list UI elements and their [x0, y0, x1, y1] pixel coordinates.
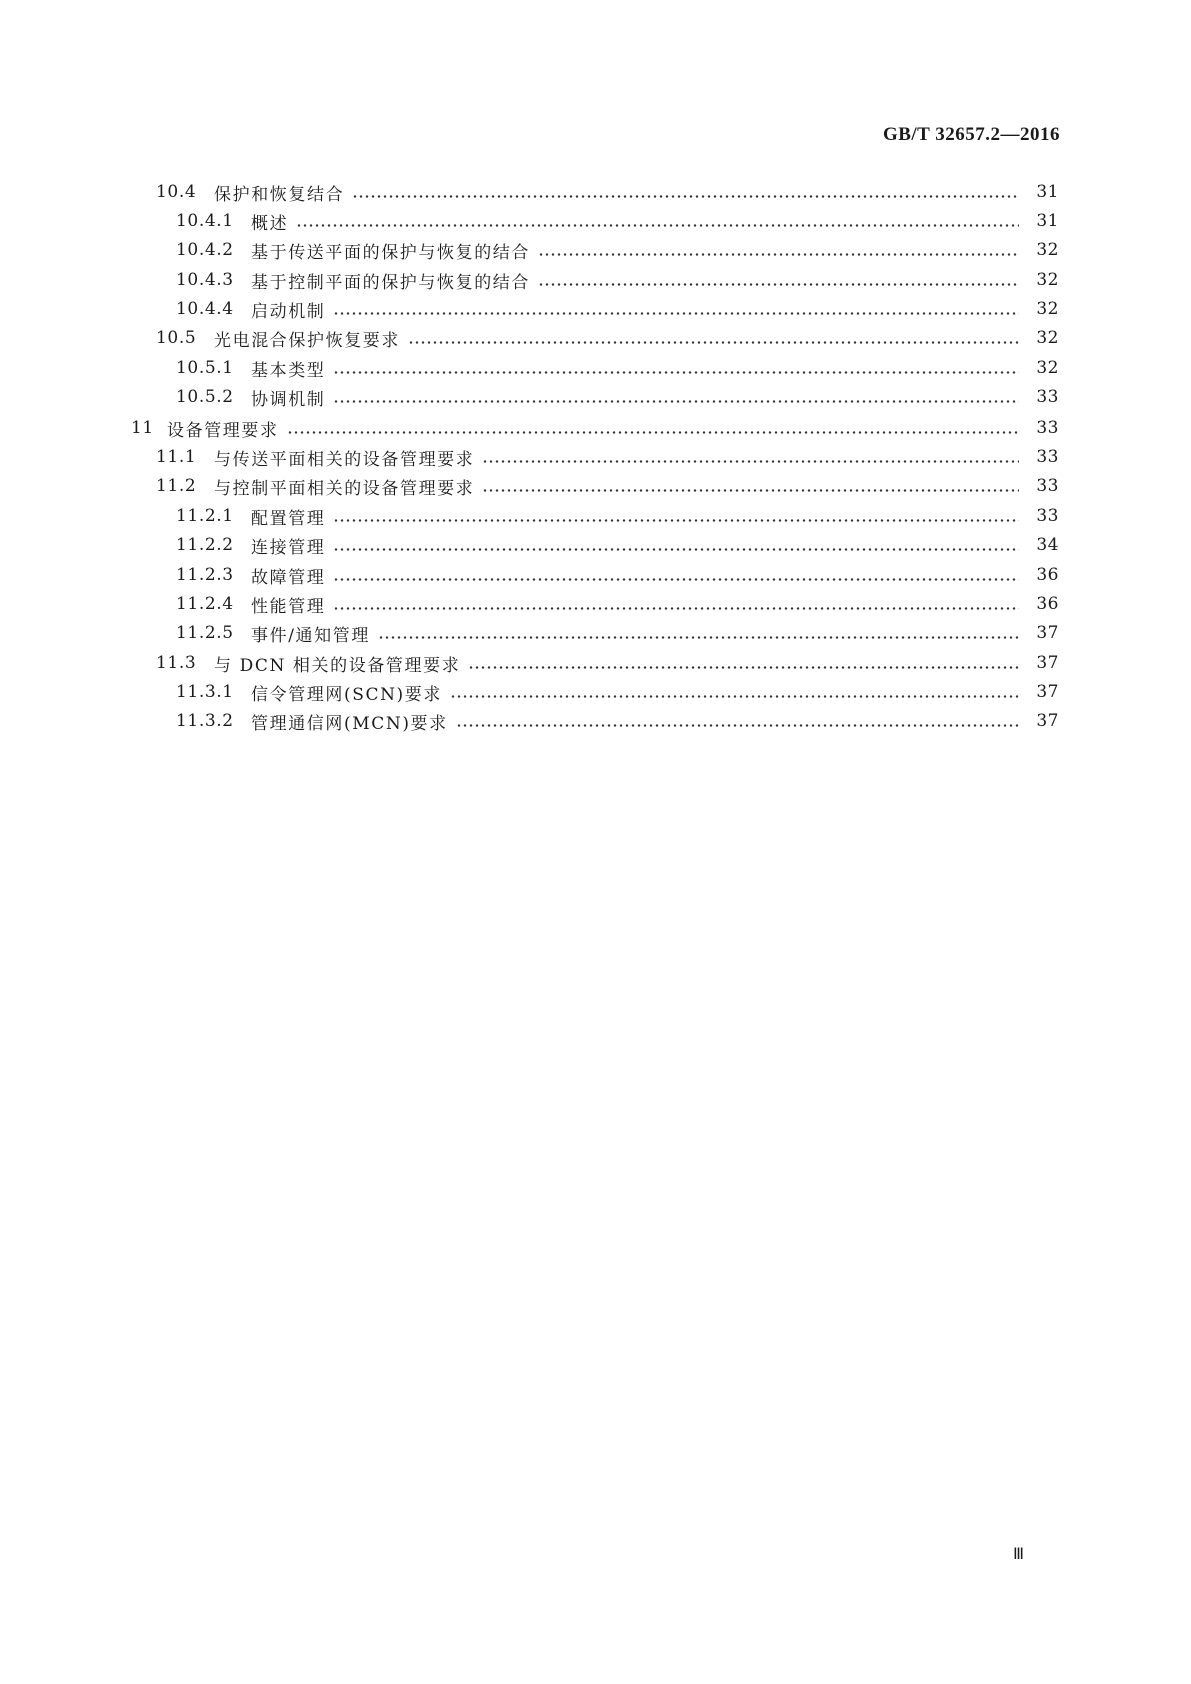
toc-entry-number: 11.1	[156, 447, 197, 467]
toc-entry-title: 与 DCN 相关的设备管理要求	[214, 655, 461, 676]
dot-leader	[468, 656, 1019, 673]
toc-entry[interactable]	[0, 177, 1059, 207]
toc-entry-number: 10.4.1	[176, 211, 234, 231]
toc-entry[interactable]	[0, 442, 1059, 472]
dot-leader	[287, 421, 1019, 438]
toc-entry-page: 37	[1036, 682, 1059, 702]
toc-entry-page: 33	[1036, 387, 1059, 407]
toc-entry-page: 32	[1036, 358, 1059, 378]
toc-entry-title: 连接管理	[251, 537, 326, 558]
toc-entry-title: 事件/通知管理	[251, 625, 370, 646]
toc-entry-number: 10.4.2	[176, 240, 234, 260]
toc-entry-title: 与控制平面相关的设备管理要求	[214, 478, 475, 499]
dot-leader	[333, 361, 1019, 378]
toc-entry[interactable]	[0, 294, 1059, 324]
toc-entry-number: 11.3	[156, 653, 197, 673]
toc-entry[interactable]	[0, 206, 1059, 236]
toc-entry[interactable]	[0, 353, 1059, 383]
toc-entry-page: 36	[1036, 594, 1059, 614]
toc-entry-page: 32	[1036, 299, 1059, 319]
toc-entry-page: 33	[1036, 506, 1059, 526]
toc-entry[interactable]	[0, 648, 1059, 678]
toc-entry-number: 11.3.1	[176, 682, 234, 702]
toc-entry[interactable]	[0, 618, 1059, 648]
toc-entry-title: 管理通信网(MCN)要求	[251, 713, 448, 734]
toc-entry-title: 协调机制	[251, 389, 326, 410]
toc-entry-number: 11.2.3	[176, 565, 234, 585]
toc-entry-page: 37	[1036, 711, 1059, 731]
toc-entry-page: 37	[1036, 623, 1059, 643]
toc-entry-number: 11.2.5	[176, 623, 234, 643]
toc-entry-title: 信令管理网(SCN)要求	[251, 684, 442, 705]
toc-entry[interactable]	[0, 589, 1059, 619]
toc-entry-page: 33	[1036, 418, 1059, 438]
toc-entry-title: 概述	[251, 213, 289, 234]
toc-entry[interactable]	[0, 323, 1059, 353]
toc-entry-number: 10.5	[156, 328, 197, 348]
toc-entry[interactable]	[0, 560, 1059, 590]
toc-entry[interactable]	[0, 677, 1059, 707]
standard-code: GB/T 32657.2—2016	[882, 124, 1060, 145]
toc-entry-page: 37	[1036, 653, 1059, 673]
dot-leader	[333, 597, 1019, 614]
toc-entry-number: 11.2.2	[176, 535, 234, 555]
toc-entry-title: 启动机制	[251, 301, 326, 322]
dot-leader	[450, 685, 1019, 702]
toc-entry-title: 配置管理	[251, 508, 326, 529]
dot-leader	[352, 185, 1019, 202]
toc-entry[interactable]	[0, 501, 1059, 531]
toc-entry-title: 性能管理	[251, 596, 326, 617]
dot-leader	[408, 331, 1019, 348]
toc-entry-number: 11.3.2	[176, 711, 234, 731]
toc-entry-page: 31	[1036, 211, 1059, 231]
toc-entry-number: 11.2.1	[176, 506, 234, 526]
dot-leader	[538, 273, 1019, 290]
toc-entry[interactable]	[0, 265, 1059, 295]
toc-entry-page: 32	[1036, 270, 1059, 290]
toc-entry[interactable]	[0, 382, 1059, 412]
toc-entry-title: 设备管理要求	[167, 420, 279, 441]
dot-leader	[333, 509, 1019, 526]
toc-entry-number: 10.5.2	[176, 387, 234, 407]
dot-leader	[333, 538, 1019, 555]
dot-leader	[538, 243, 1019, 260]
toc-entry-number: 10.4.4	[176, 299, 234, 319]
toc-entry-number: 10.5.1	[176, 358, 234, 378]
dot-leader	[333, 568, 1019, 585]
toc-entry-page: 33	[1036, 476, 1059, 496]
page-folio: Ⅲ	[1013, 1546, 1025, 1563]
dot-leader	[482, 450, 1019, 467]
toc-entry-number: 11.2.4	[176, 594, 234, 614]
toc-entry-title: 光电混合保护恢复要求	[214, 330, 400, 351]
toc-entry-number: 11.2	[156, 476, 197, 496]
toc-entry-page: 32	[1036, 240, 1059, 260]
toc-entry[interactable]	[0, 471, 1059, 501]
toc-entry-title: 保护和恢复结合	[214, 184, 345, 205]
dot-leader	[333, 390, 1019, 407]
toc-entry-title: 故障管理	[251, 567, 326, 588]
toc-entry-page: 34	[1036, 535, 1059, 555]
toc-entry-number: 10.4.3	[176, 270, 234, 290]
dot-leader	[378, 626, 1019, 643]
toc-entry-number: 11	[131, 418, 154, 438]
toc-entry-title: 基于传送平面的保护与恢复的结合	[251, 242, 530, 263]
toc-entry[interactable]	[0, 413, 1059, 443]
toc-entry[interactable]	[0, 235, 1059, 265]
toc-entry-title: 基本类型	[251, 360, 326, 381]
toc-entry-page: 32	[1036, 328, 1059, 348]
dot-leader	[482, 479, 1019, 496]
toc-entry-number: 10.4	[156, 182, 197, 202]
toc-entry-page: 36	[1036, 565, 1059, 585]
toc-entry-title: 与传送平面相关的设备管理要求	[214, 449, 475, 470]
toc-entry[interactable]	[0, 530, 1059, 560]
toc-entry[interactable]	[0, 706, 1059, 736]
toc-entry-title: 基于控制平面的保护与恢复的结合	[251, 272, 530, 293]
dot-leader	[456, 714, 1019, 731]
toc-entry-page: 31	[1036, 182, 1059, 202]
dot-leader	[296, 214, 1019, 231]
dot-leader	[333, 302, 1019, 319]
toc-entry-page: 33	[1036, 447, 1059, 467]
